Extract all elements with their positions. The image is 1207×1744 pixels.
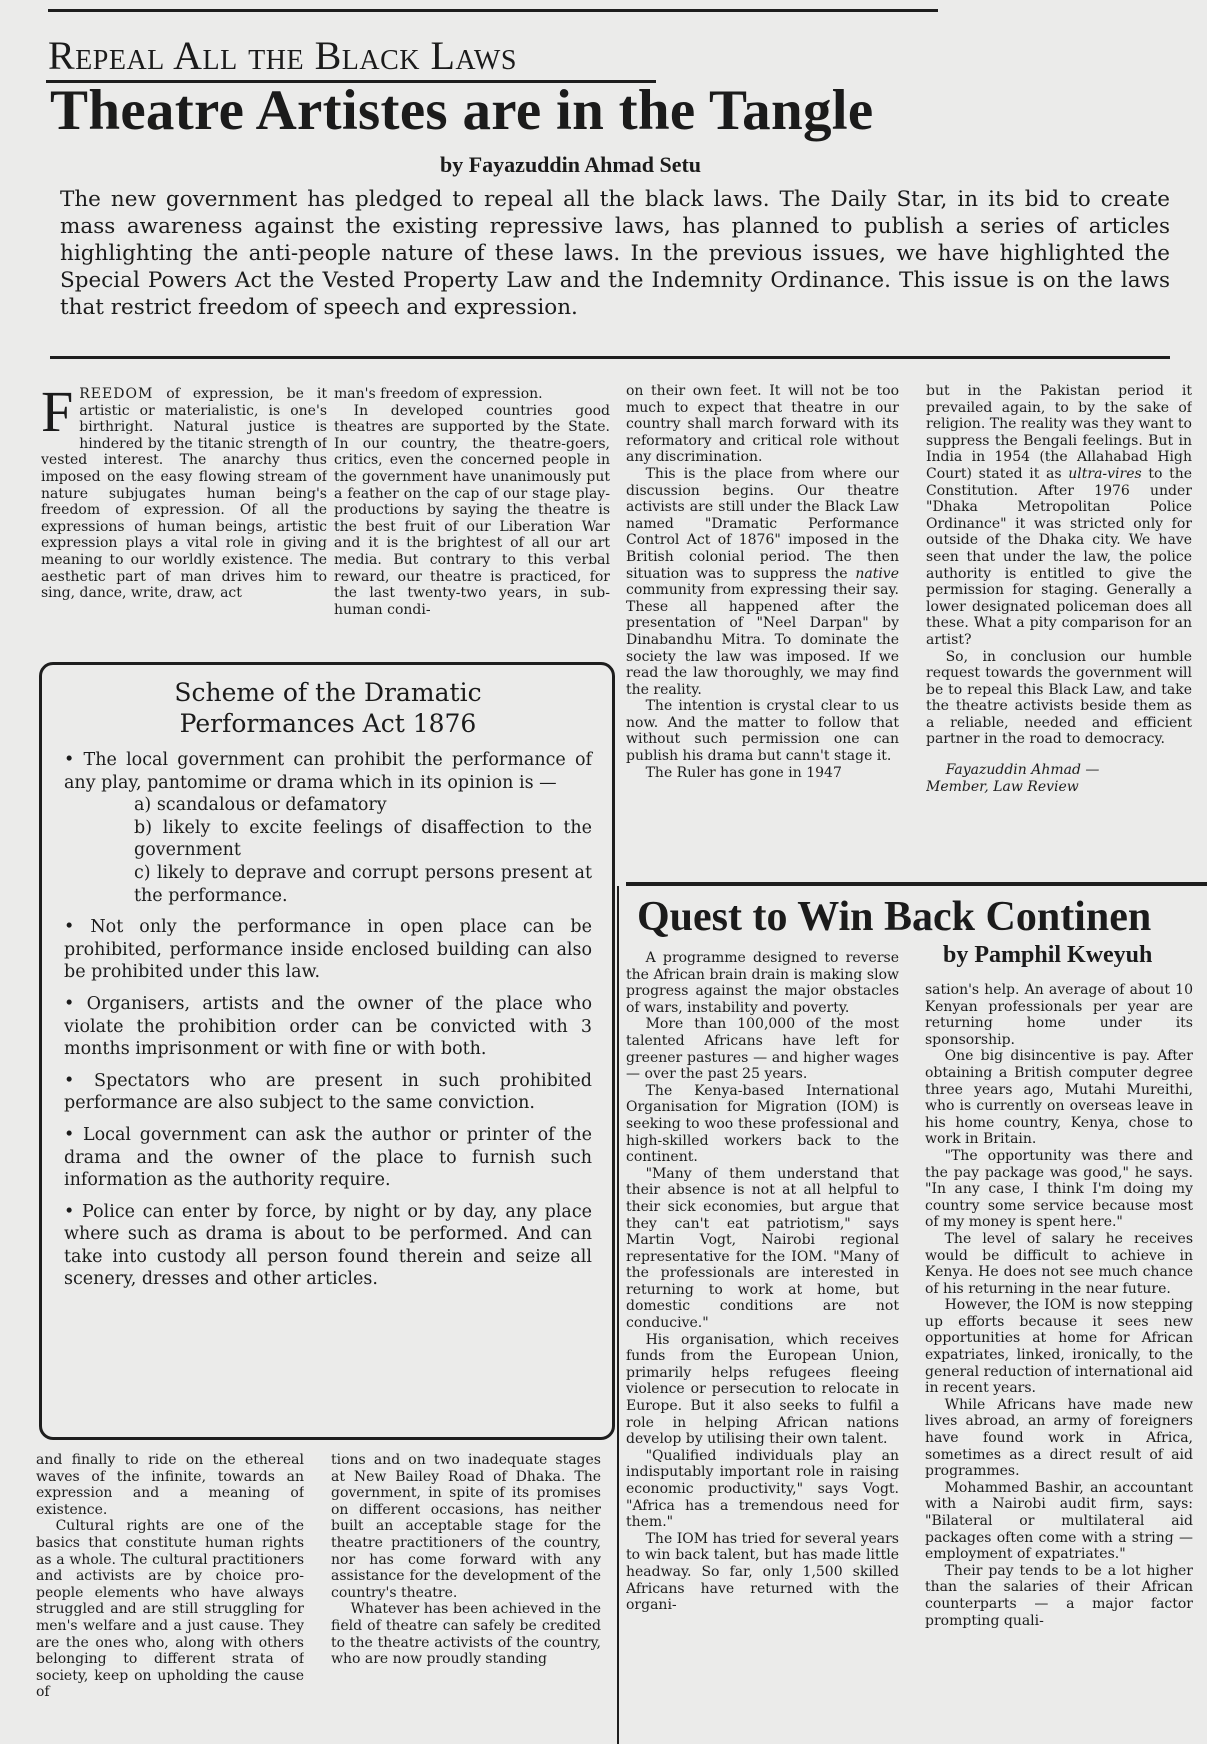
quest-column-a (626, 950, 899, 1744)
bullet-item: • Not only the performance in open place can be prohibited, performance inside enclosed building can also be prohibited under this law. (64, 917, 592, 983)
bullet-item: • Spectators who are present in such prohibited performance are also subject to the same conviction. (64, 1070, 592, 1114)
box-title: Scheme of the Dramatic Performances Act 1876 (174, 678, 482, 738)
paragraph: tions and on two inadequate stages at New Bailey Road of Dhaka. The government, in spite of its promises on different occasions, has neither built an acceptable stage for the theatre practitioners of the country, nor has come forward with any assistance for the development of the country's theatre. (331, 1452, 601, 1601)
sub-item: c) likely to deprave and corrupt persons present at the performance. (134, 862, 592, 906)
sub-item: a) scandalous or defamatory (134, 795, 387, 816)
act-summary-box (39, 662, 615, 1440)
paragraph: The intention is crystal clear to us now. And the matter to follow that without such permission one can publish his drama but cann't stage it. (626, 698, 899, 765)
paragraph: and finally to ride on the ethereal waves of the infinite, towards an expression and a meaning of existence. (36, 1452, 304, 1518)
paragraph: FREEDOM of expression, be it artistic or materialistic, is one's birthright. Natural justice is hindered by the titanic strength of vested interest. The anarchy thus imposed on the easy flowing stream of nature subjugates human being's freedom of expression. Of all the expressions of human beings, artistic expression plays a vital role in giving meaning to our worldly existence. The aesthetic part of man drives him to sing, dance, write, draw, act (41, 386, 327, 602)
paragraph: "The opportunity was there and the pay package was good," he says. "In any case, I think I'm doing my country some service because most of my money is spent here." (925, 1147, 1193, 1231)
bullet-item: • Local government can ask the author or printer of the drama and the owner of the place to furnish such information as the authority require. (64, 1124, 592, 1191)
article-column-4 (926, 383, 1192, 879)
paragraph: The IOM has tried for several years to win back talent, but has made little headway. So far, only 1,500 skilled Africans have returned with the organi- (626, 1530, 899, 1614)
article-column-1 (41, 386, 327, 656)
drop-cap: F (41, 386, 74, 444)
paragraph: man's freedom of expression. (334, 386, 543, 402)
paragraph: This is the place from where our discussion begins. Our theatre activists are still under the Black Law named "Dramatic Performance Control Act of 1876" imposed in the British colonial period. The then situation was to suppress the native community from expressing their say. These all happened after the presentation of "Neel Darpan" by Dinabandhu Mitra. To dominate the society the law was imposed. If we read the law thoroughly, we may find the reality. (626, 465, 899, 698)
section-divider-rule (626, 882, 1207, 886)
paragraph: sation's help. An average of about 10 Kenyan professionals per year are returning home under its sponsorship. (925, 982, 1193, 1048)
paragraph: but in the Pakistan period it prevailed again, to by the sake of religion. The reality was they want to suppress the Bengali feelings. But in India in 1954 (the Allahabad High Court) stated it as ultra-vires to the Constitution. After 1976 under "Dhaka Metropolitan Police Ordinance" it was stricted only for outside of the Dhaka city. We have seen that under the law, the police authority is entitled to give the permission for staging. Generally a lower designated policeman does all these. What a pity comparison for an artist? (926, 383, 1192, 648)
paragraph: Whatever has been achieved in the field of theatre can safely be credited to the theatre activists of the country, who are now proudly standing (331, 1601, 601, 1668)
paragraph: on their own feet. It will not be too much to expect that theatre in our country shall march forward with its reformatory and critical role without any discrimination. (626, 383, 899, 466)
bullet-item: • The local government can prohibit the performance of any play, pantomime or drama which in its opinion is — (64, 750, 592, 793)
paragraph: The Kenya-based International Organisation for Migration (IOM) is seeking to woo these professional and high-skilled workers back to the continent. (626, 1082, 899, 1166)
paragraph: "Qualified individuals play an indisputably important role in raising economic productivity," says Vogt. "Africa has a tremendous need for them." (626, 1447, 899, 1531)
paragraph: While Africans have made new lives abroad, an army of foreigners have found work in Africa, sometimes as a direct result of aid programmes. (925, 1396, 1193, 1480)
quest-headline: Quest to Win Back Continen (637, 894, 1152, 940)
byline: by Fayazuddin Ahmad Setu (440, 152, 702, 177)
article-column-3 (626, 383, 899, 879)
article-column-2 (334, 386, 610, 656)
top-rule (48, 9, 938, 12)
intro-rule (50, 356, 1170, 359)
author-signature: Fayazuddin Ahmad — (945, 762, 1100, 779)
paragraph: One big disincentive is pay. After obtaining a British computer degree three years ago, Mutahi Mureithi, who is currently on overseas leave in his home country, Kenya, chose to work in Britain. (925, 1048, 1193, 1148)
paragraph: In developed countries good theatres are supported by the State. In our country, the theatre-goers, critics, even the concerned people in the government have unanimously put a feather on the cap of our stage play-productions by saying the theatre is the best fruit of our Liberation War and it is the brightest of all our art media. But contrary to this verbal reward, our theatre is practiced, for the last twenty-two years, in sub-human condi- (334, 402, 610, 618)
paragraph: The Ruler has gone in 1947 (645, 764, 842, 781)
intro-paragraph: The new government has pledged to repeal all the black laws. The Daily Star, in its bid to create mass awareness against the existing repressive laws, has planned to publish a series of articles highlighting the anti-people nature of these laws. In the previous issues, we have highlighted the Special Powers Act the Vested Property Law and the Indemnity Ordinance. This issue is on the laws that restrict freedom of speech and expression. (60, 187, 1170, 320)
sub-item: b) likely to excite feelings of disaffection to the government (134, 817, 592, 861)
column-divider-rule (617, 886, 619, 1744)
quest-column-b (925, 982, 1193, 1744)
paragraph: More than 100,000 of the most talented Africans have left for greener pastures — and higher wages — over the past 25 years. (626, 1016, 899, 1083)
article-column-2-continued (331, 1452, 601, 1744)
paragraph: However, the IOM is now stepping up efforts because it sees new opportunities at home for African expatriates, linked, ironically, to the general reduction of international aid in recent years. (925, 1297, 1193, 1397)
paragraph: So, in conclusion our humble request towards the government will be to repeal this Black Law, and take the theatre activists beside them as a reliable, needed and efficient partner in the road to democracy. (926, 648, 1192, 748)
article-column-1-continued (36, 1452, 304, 1744)
paragraph: Their pay tends to be a lot higher than the salaries of their African counterparts — a major factor prompting quali- (925, 1562, 1193, 1629)
author-title: Member, Law Review (926, 778, 1079, 795)
paragraph: "Many of them understand that their absence is not at all helpful to their sick economies, but argue that they can't eat patriotism," says Martin Vogt, Nairobi regional representative for the IOM. "Many of the professionals are interested in returning to work at home, but domestic conditions are not conducive." (626, 1165, 899, 1332)
paragraph: A programme designed to reverse the African brain drain is making slow progress against the major obstacles of wars, instability and poverty. (626, 950, 899, 1016)
kicker: Repeal All the Black Laws (48, 33, 517, 78)
quest-byline: by Pamphil Kweyuh (943, 942, 1153, 968)
bullet-item: • Organisers, artists and the owner of the place who violate the prohibition order can be convicted with 3 months imprisonment or with fine or with both. (64, 993, 592, 1060)
headline: Theatre Artistes are in the Tangle (50, 79, 874, 142)
paragraph: His organisation, which receives funds from the European Union, primarily helps refugees fleeing violence or persecution to relocate in Europe. But it also seeks to fulfil a role in helping African nations develop by utilising their own talent. (626, 1331, 899, 1448)
paragraph: The level of salary he receives would be difficult to achieve in Kenya. He does not see much chance of his returning in the near future. (925, 1230, 1193, 1297)
paragraph: Mohammed Bashir, an accountant with a Nairobi audit firm, says: "Bilateral or multilateral aid packages often come with a string —employment of expatriates." (925, 1479, 1193, 1563)
paragraph: Cultural rights are one of the basics that constitute human rights as a whole. The cultural practitioners and activists are by choice pro-people elements who have always struggled and are still struggling for men's welfare and a just cause. They are the ones who, along with others belonging to different strata of society, keep on upholding the cause of (36, 1518, 304, 1701)
bullet-item: • Police can enter by force, by night or by day, any place where such as drama is about to be performed. And can take into custody all person found therein and seize all scenery, dresses and other articles. (64, 1201, 592, 1290)
